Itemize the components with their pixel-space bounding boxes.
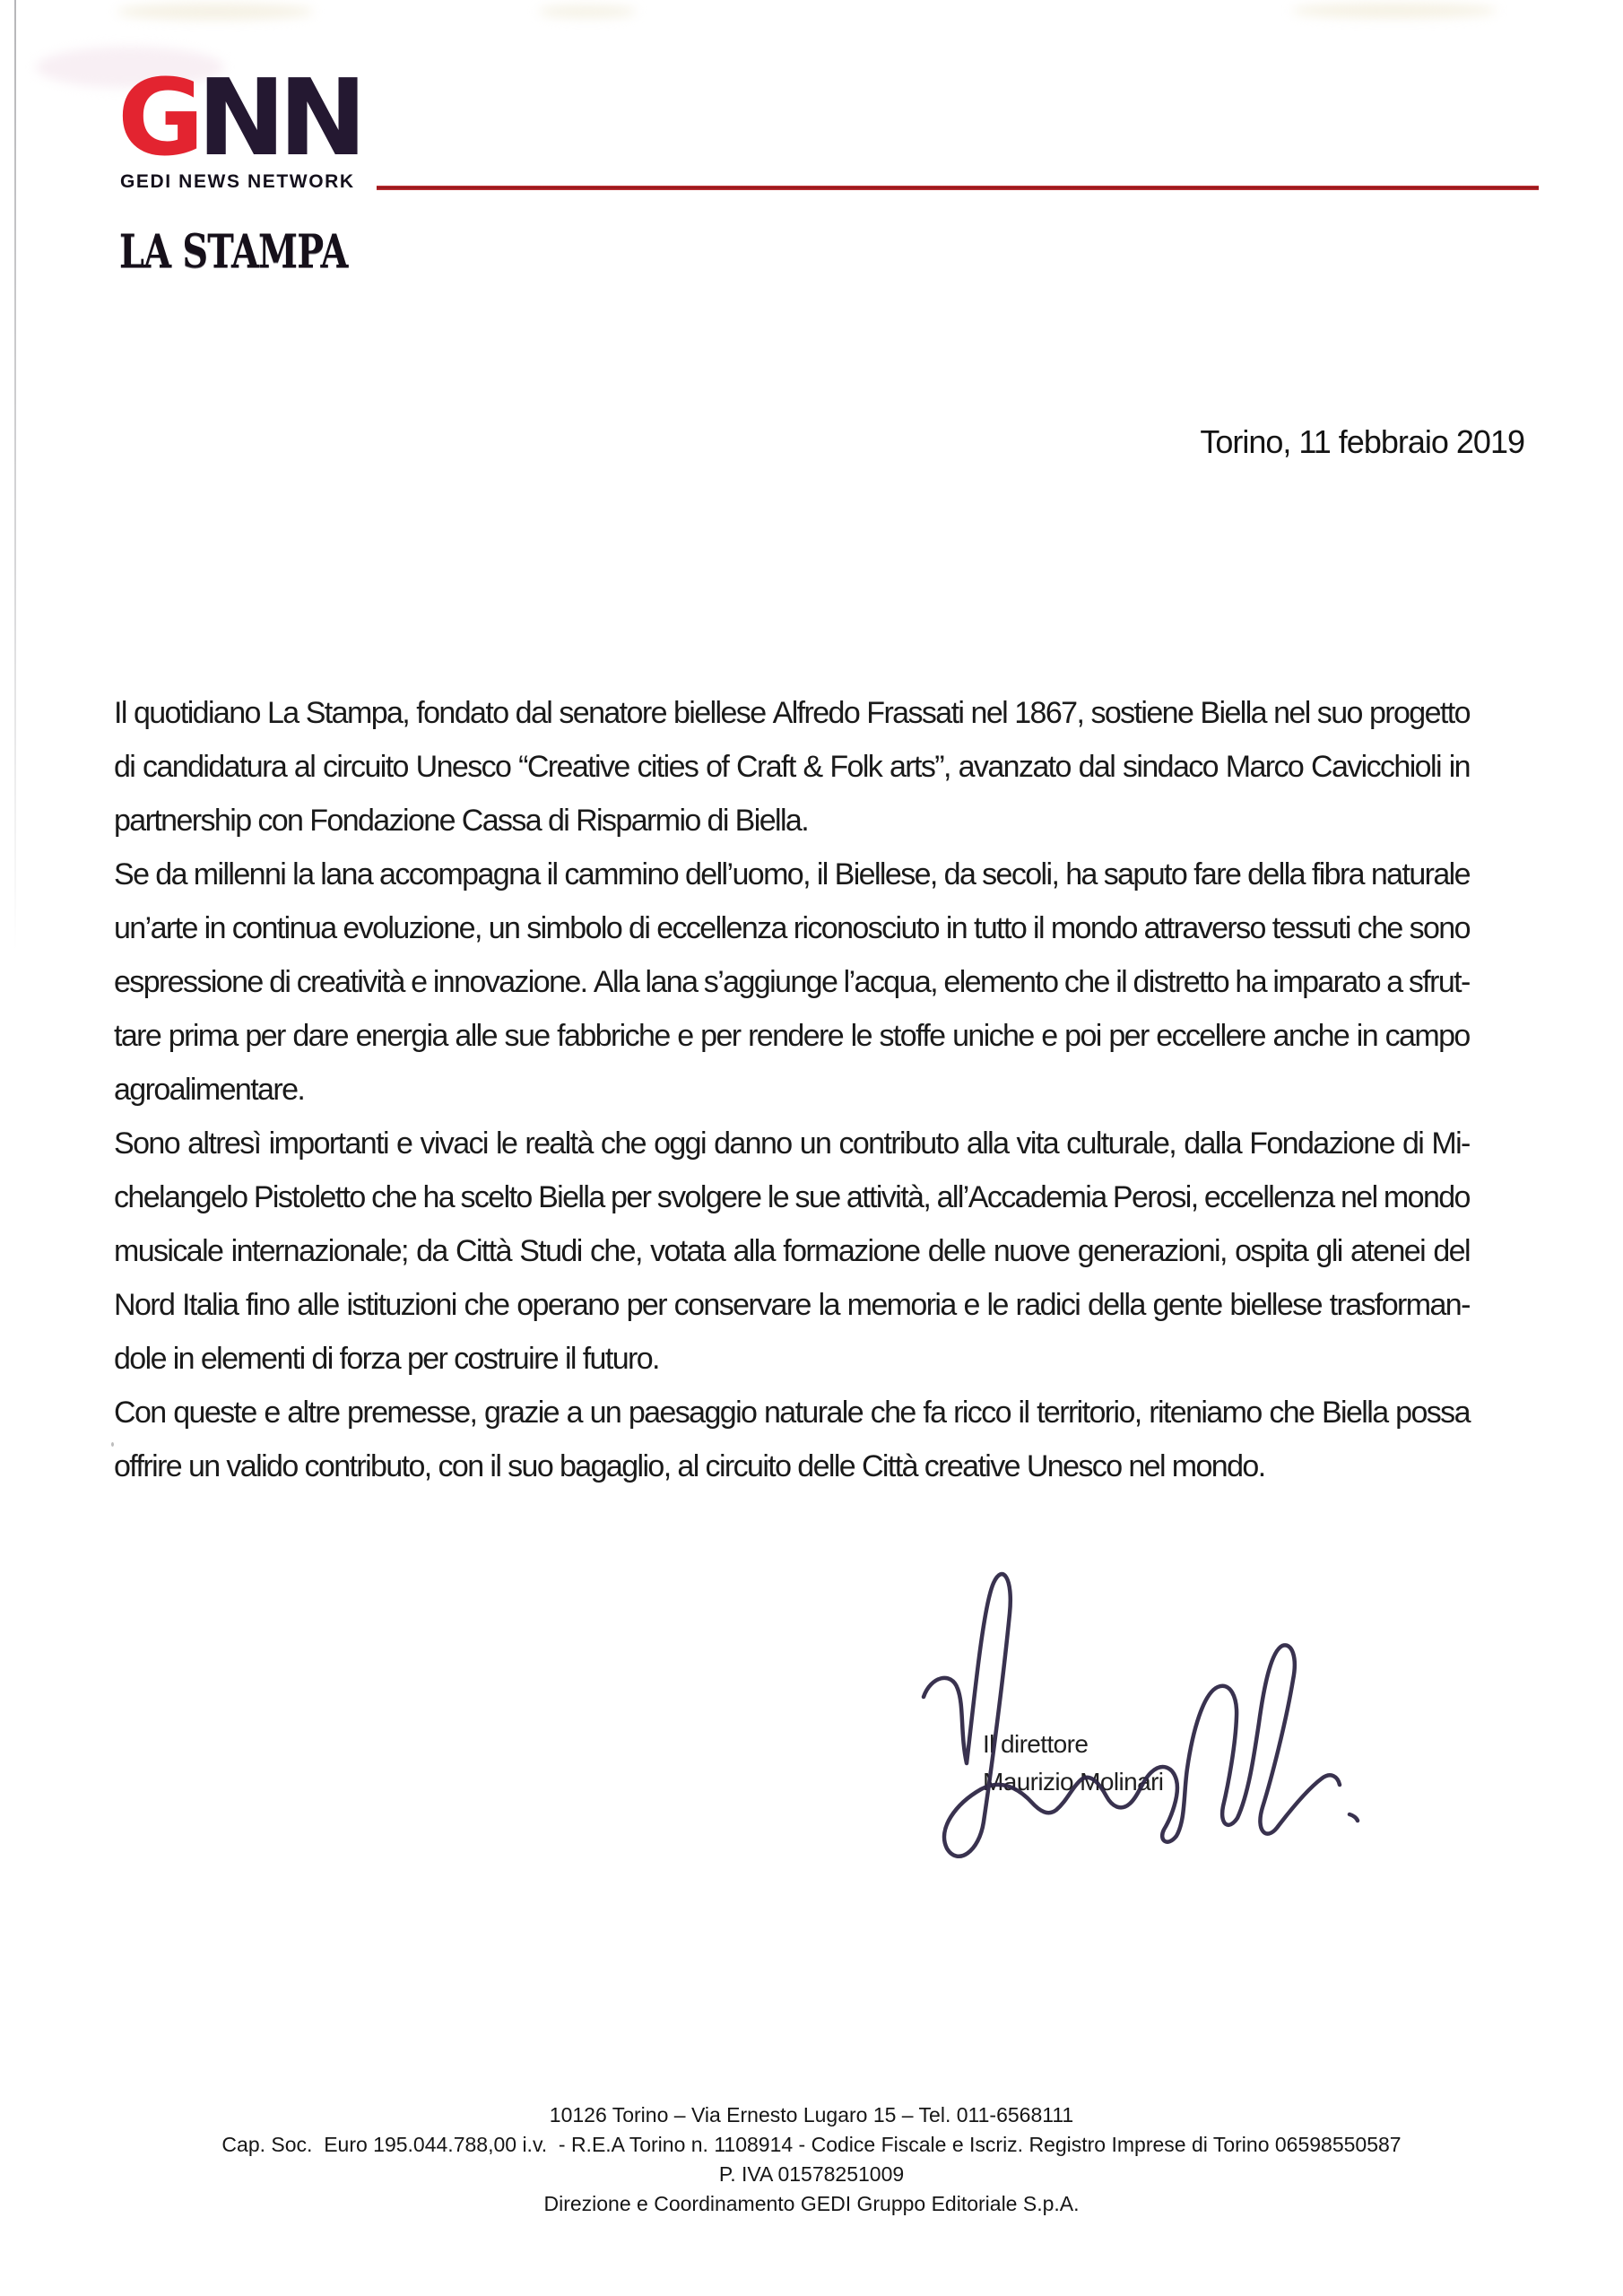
signature-name: Maurizio Molinari xyxy=(983,1768,1164,1796)
body-line: di candidatura al circuito Unesco “Creative cities of Craft & Folk arts”, avanzato dal sindaco Marco Cavicchioli in xyxy=(114,750,1470,784)
body-line: espressione di creatività e innovazione. Alla lana s’aggiunge l’acqua, elemento che il distretto ha imparato a sfrut- xyxy=(114,965,1470,999)
gedi-network-label: GEDI NEWS NETWORK xyxy=(120,171,355,192)
footer-line: 10126 Torino – Via Ernesto Lugaro 15 – Tel. 011-6568111 xyxy=(549,2103,1074,2126)
body-line: dole in elementi di forza per costruire il futuro. xyxy=(114,1342,659,1376)
body-line: Se da millenni la lana accompagna il cammino dell’uomo, il Biellese, da secoli, ha saputo fare della fibra naturale xyxy=(114,857,1470,891)
signature-ink xyxy=(901,1562,1367,1876)
gnn-logo-nn: NN xyxy=(196,56,360,179)
footer-line: Direzione e Coordinamento GEDI Gruppo Editoriale S.p.A. xyxy=(543,2192,1080,2215)
footer-line: P. IVA 01578251009 xyxy=(718,2162,905,2186)
body-line: Con queste e altre premesse, grazie a un paesaggio naturale che fa ricco il territorio, riteniamo che Biella possa xyxy=(114,1396,1470,1430)
scan-smudge xyxy=(1291,4,1497,18)
signature-block xyxy=(983,1726,1163,1801)
signature-role: Il direttore xyxy=(983,1730,1089,1758)
date-line: Torino, 11 febbraio 2019 xyxy=(1200,423,1524,460)
lastampa-masthead: LA STAMPA xyxy=(119,225,348,279)
body-line: Nord Italia fino alle istituzioni che operano per conservare la memoria e le radici della gente biellese trasforman- xyxy=(114,1288,1470,1322)
body-line: musicale internazionale; da Città Studi che, votata alla formazione delle nuove generazioni, ospita gli atenei del xyxy=(114,1234,1470,1268)
body-line: Il quotidiano La Stampa, fondato dal senatore biellese Alfredo Frassati nel 1867, sostiene Biella nel suo progetto xyxy=(114,696,1470,730)
gnn-logo xyxy=(117,56,360,179)
footer xyxy=(0,2100,1623,2219)
body-line: partnership con Fondazione Cassa di Risparmio di Biella. xyxy=(114,804,809,838)
body-line: offrire un valido contributo, con il suo bagaglio, al circuito delle Città creative Unesco nel mondo. xyxy=(114,1449,1265,1483)
footer-line: Cap. Soc. Euro 195.044.788,00 i.v. - R.E.A Torino n. 1108914 - Codice Fiscale e Iscriz. Registro Imprese di Torino 06598550587 xyxy=(221,2133,1402,2156)
letter-body xyxy=(114,686,1470,1493)
body-line: un’arte in continua evoluzione, un simbolo di eccellenza riconosciuto in tutto il mondo attraverso tessuti che sono xyxy=(114,911,1470,945)
scan-smudge xyxy=(538,5,637,18)
body-line: agroalimentare. xyxy=(114,1073,305,1107)
letterhead-red-rule xyxy=(377,186,1539,190)
body-line: tare prima per dare energia alle sue fabbriche e per rendere le stoffe uniche e poi per eccellere anche in campo xyxy=(114,1019,1470,1053)
scan-edge-line xyxy=(14,0,16,951)
gnn-logo-g: G xyxy=(117,56,197,179)
body-line: Sono altresì importanti e vivaci le realtà che oggi danno un contributo alla vita culturale, dalla Fondazione di Mi- xyxy=(114,1126,1470,1161)
scan-smudge xyxy=(117,4,314,20)
body-line: chelangelo Pistoletto che ha scelto Biella per svolgere le sue attività, all’Accademia Perosi, eccellenza nel mondo xyxy=(114,1180,1470,1214)
signature-stroke xyxy=(924,1574,1358,1857)
